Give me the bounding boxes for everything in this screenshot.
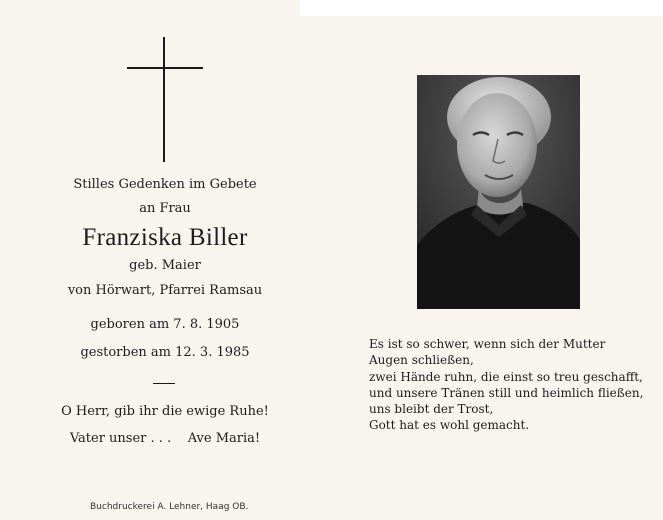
prayer-line-1: O Herr, gib ihr die ewige Ruhe! bbox=[61, 404, 269, 419]
salutation-text: an Frau bbox=[139, 201, 191, 216]
poem-line: und unsere Tränen still und heimlich fließen, bbox=[369, 385, 644, 400]
death-date: gestorben am 12. 3. 1985 bbox=[80, 345, 250, 360]
poem-line: Es ist so schwer, wenn sich der Mutter bbox=[369, 337, 606, 351]
poem-line: Gott hat es wohl gemacht. bbox=[369, 418, 530, 433]
intro-text: Stilles Gedenken im Gebete bbox=[73, 177, 257, 192]
poem bbox=[369, 336, 649, 434]
birth-date: geboren am 7. 8. 1905 bbox=[90, 317, 240, 332]
portrait-photo bbox=[417, 75, 580, 309]
maiden-name: geb. Maier bbox=[129, 258, 201, 273]
divider bbox=[153, 383, 175, 384]
prayer-line-2: Vater unser . . . Ave Maria! bbox=[69, 431, 261, 446]
poem-line: Augen schließen, bbox=[369, 353, 474, 368]
tape-strip bbox=[300, 0, 663, 16]
poem-line: uns bleibt der Trost, bbox=[369, 402, 494, 417]
deceased-name: Franziska Biller bbox=[82, 224, 248, 251]
cross-icon bbox=[127, 37, 203, 162]
poem-line: zwei Hände ruhn, die einst so treu geschafft, bbox=[369, 369, 643, 384]
printer-imprint: Buchdruckerei A. Lehner, Haag OB. bbox=[90, 502, 249, 512]
portrait-image bbox=[417, 75, 580, 309]
origin-text: von Hörwart, Pfarrei Ramsau bbox=[67, 283, 263, 298]
